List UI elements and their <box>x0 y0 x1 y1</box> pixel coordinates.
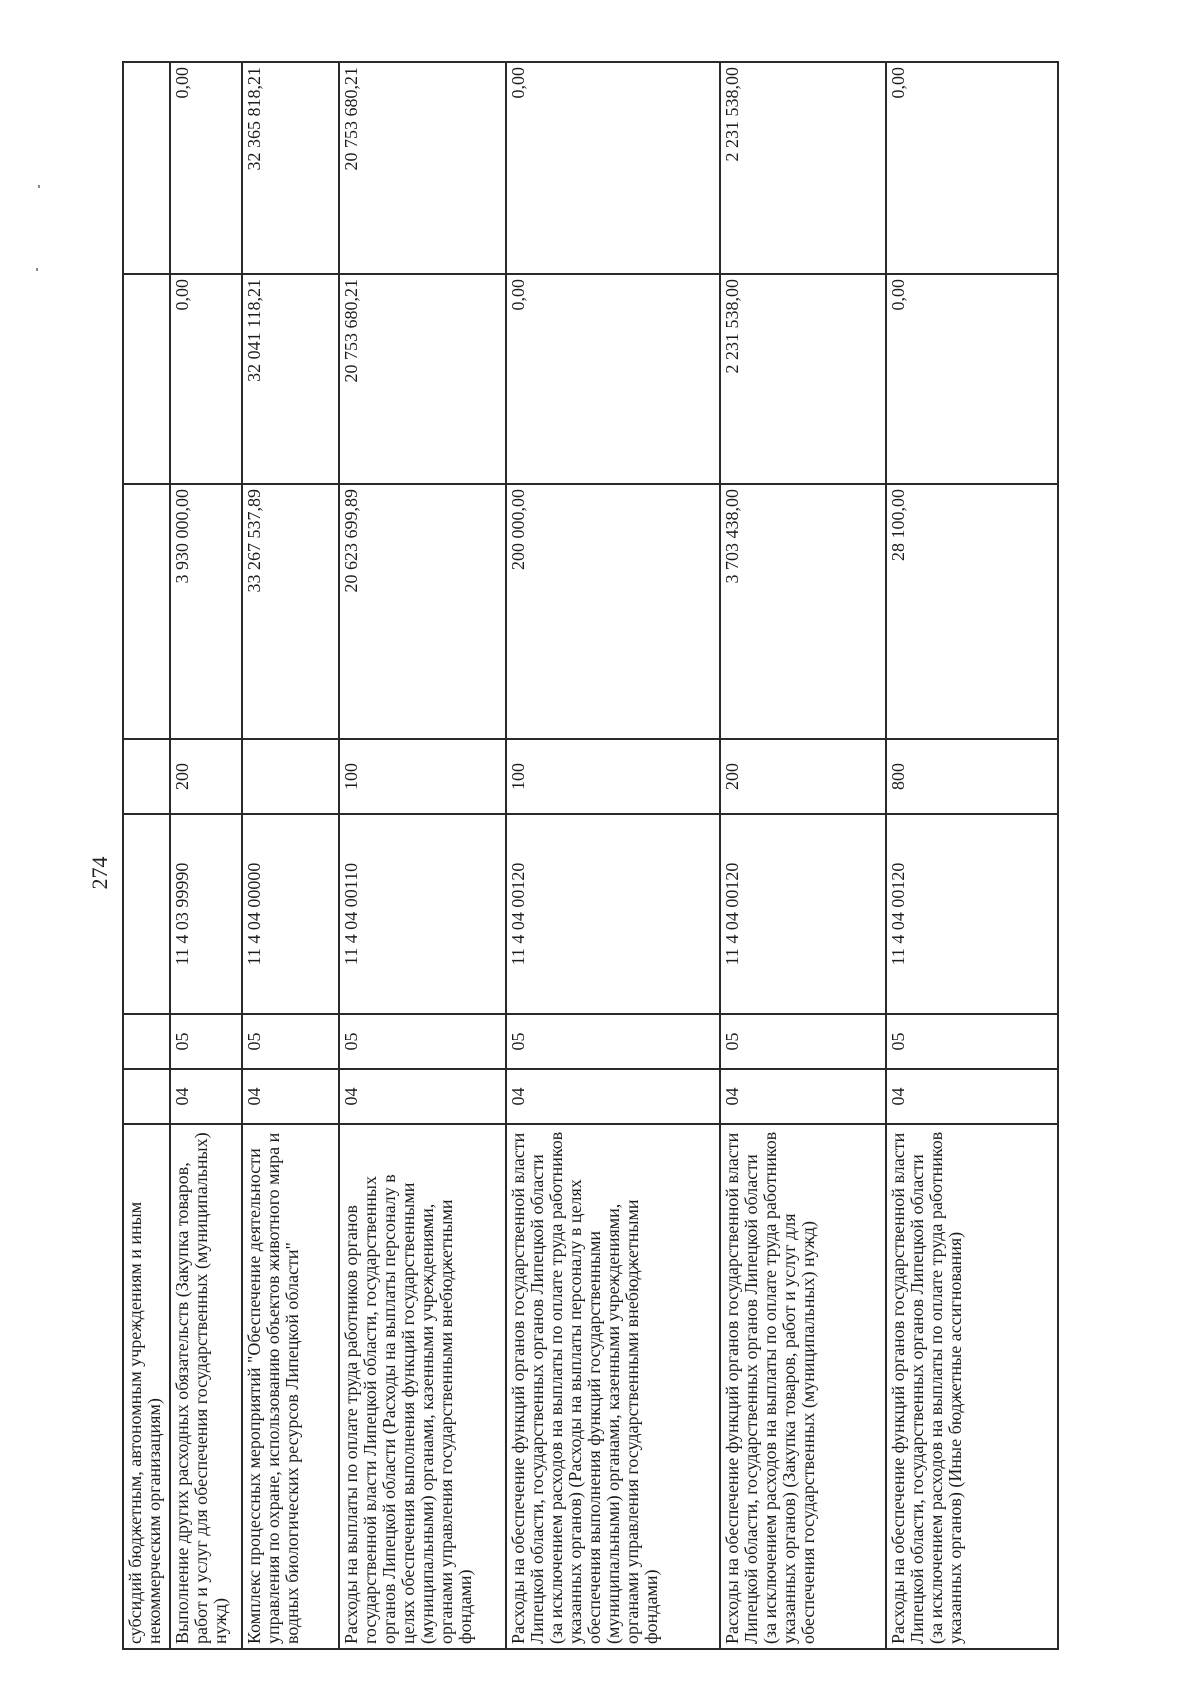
scan-speck <box>36 268 38 271</box>
row-description: Комплекс процессных мероприятий "Обеспечение деятельности управления по охране, использованию объектов животного мира и водных биологических ресурсов Липецкой области" <box>242 1124 339 1649</box>
row-description: Расходы на обеспечение функций органов государственной власти Липецкой области, государственных органов Липецкой области (за исключением расходов на выплаты по оплате труда работников указанных органов) (Закупка товаров, работ и услуг для обеспечения государственных (муниципальных) нужд) <box>720 1124 886 1649</box>
section-code: 05 <box>720 1014 886 1069</box>
table-row <box>506 62 720 1649</box>
amount-year-3: 0,00 <box>886 62 1058 274</box>
section-code: 05 <box>170 1014 242 1069</box>
table-row <box>170 62 242 1649</box>
amount-year-3: 0,00 <box>506 62 720 274</box>
expense-type-code <box>242 739 339 814</box>
table-row <box>886 62 1058 1649</box>
chapter-code: 04 <box>242 1069 339 1124</box>
expense-type-code: 200 <box>170 739 242 814</box>
amount-year-1: 200 000,00 <box>506 484 720 739</box>
amount-year-1: 33 267 537,89 <box>242 484 339 739</box>
amount-year-2 <box>123 274 170 484</box>
target-article-code: 11 4 04 00000 <box>242 814 339 1014</box>
amount-year-2: 2 231 538,00 <box>720 274 886 484</box>
amount-year-1: 20 623 699,89 <box>339 484 506 739</box>
expense-type-code: 800 <box>886 739 1058 814</box>
amount-year-3: 0,00 <box>170 62 242 274</box>
expense-type-code: 200 <box>720 739 886 814</box>
table-row <box>339 62 506 1649</box>
amount-year-2: 0,00 <box>506 274 720 484</box>
row-description: Выполнение других расходных обязательств (Закупка товаров, работ и услуг для обеспечения государственных (муниципальных) нужд) <box>170 1124 242 1649</box>
table-row <box>123 62 170 1649</box>
amount-year-1: 3 703 438,00 <box>720 484 886 739</box>
target-article-code: 11 4 03 99990 <box>170 814 242 1014</box>
section-code <box>123 1014 170 1069</box>
chapter-code: 04 <box>720 1069 886 1124</box>
expense-type-code: 100 <box>339 739 506 814</box>
expense-type-code: 100 <box>506 739 720 814</box>
amount-year-3: 32 365 818,21 <box>242 62 339 274</box>
section-code: 05 <box>886 1014 1058 1069</box>
table-row <box>720 62 886 1649</box>
expense-type-code <box>123 739 170 814</box>
chapter-code: 04 <box>339 1069 506 1124</box>
section-code: 05 <box>506 1014 720 1069</box>
amount-year-1 <box>123 484 170 739</box>
target-article-code: 11 4 04 00120 <box>720 814 886 1014</box>
row-description: Расходы на обеспечение функций органов государственной власти Липецкой области, государственных органов Липецкой области (за исключением расходов на выплаты по оплате труда работников указанных органов) (Расходы на выплаты персоналу в целях обеспечения выполнения функций государственными (муниципальными) органами, казенными учреждениями, органами управления государственными внебюджетными фондами) <box>506 1124 720 1649</box>
amount-year-2: 0,00 <box>170 274 242 484</box>
amount-year-3 <box>123 62 170 274</box>
chapter-code: 04 <box>506 1069 720 1124</box>
row-description: Расходы на выплаты по оплате труда работников органов государственной власти Липецкой области, государственных органов Липецкой области (Расходы на выплаты персоналу в целях обеспечения выполнения функций государственными (муниципальными) органами, казенными учреждениями, органами управления государственными внебюджетными фондами) <box>339 1124 506 1649</box>
amount-year-2: 20 753 680,21 <box>339 274 506 484</box>
amount-year-2: 32 041 118,21 <box>242 274 339 484</box>
page-number: 274 <box>87 856 112 890</box>
amount-year-3: 2 231 538,00 <box>720 62 886 274</box>
chapter-code: 04 <box>170 1069 242 1124</box>
table-row <box>242 62 339 1649</box>
section-code: 05 <box>339 1014 506 1069</box>
amount-year-3: 20 753 680,21 <box>339 62 506 274</box>
target-article-code <box>123 814 170 1014</box>
amount-year-1: 28 100,00 <box>886 484 1058 739</box>
scan-speck <box>38 185 40 188</box>
target-article-code: 11 4 04 00120 <box>886 814 1058 1014</box>
budget-table <box>122 61 1059 1650</box>
rotated-table-sheet <box>122 63 1057 1650</box>
chapter-code: 04 <box>886 1069 1058 1124</box>
row-description: Расходы на обеспечение функций органов государственной власти Липецкой области, государственных органов Липецкой области (за исключением расходов на выплаты по оплате труда работников указанных органов) (Иные бюджетные ассигнования) <box>886 1124 1058 1649</box>
chapter-code <box>123 1069 170 1124</box>
section-code: 05 <box>242 1014 339 1069</box>
target-article-code: 11 4 04 00120 <box>506 814 720 1014</box>
target-article-code: 11 4 04 00110 <box>339 814 506 1014</box>
amount-year-1: 3 930 000,00 <box>170 484 242 739</box>
amount-year-2: 0,00 <box>886 274 1058 484</box>
row-description: субсидий бюджетным, автономным учреждениям и иным некоммерческим организациям) <box>123 1124 170 1649</box>
